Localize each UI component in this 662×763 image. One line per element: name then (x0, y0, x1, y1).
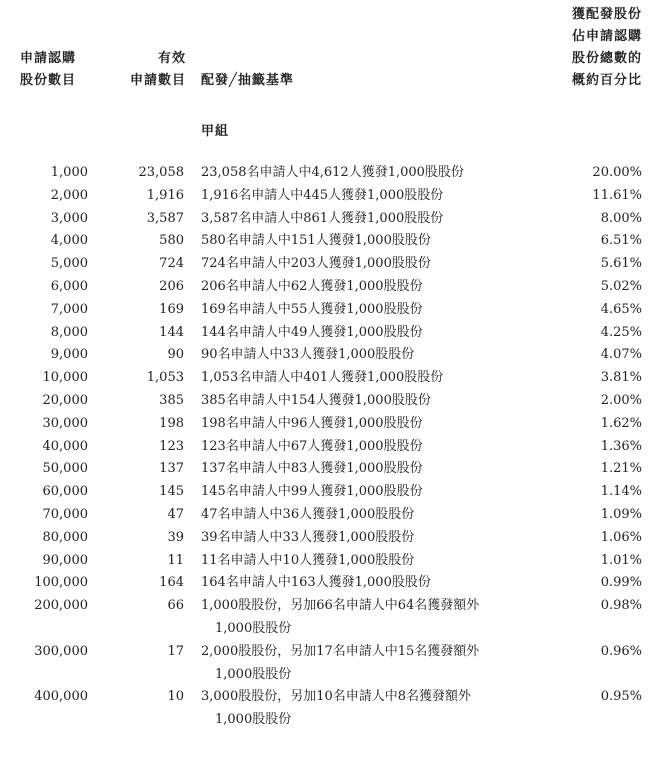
cell-shares-applied: 10,000 (42, 370, 88, 386)
table-row (0, 185, 662, 208)
table-row (0, 367, 662, 390)
table-row (0, 230, 662, 253)
group-title: 甲組 (201, 124, 230, 139)
basis-line1: 169名申請人中55人獲發1,000股股份 (201, 301, 423, 317)
cell-approx-percentage: 4.25% (600, 324, 642, 340)
cell-basis-of-allotment (201, 641, 531, 687)
cell-valid-applications: 90 (167, 347, 184, 363)
table-row (0, 641, 662, 687)
cell-shares-applied: 200,000 (34, 598, 88, 614)
cell-basis-of-allotment (201, 504, 531, 527)
cell-valid-applications: 144 (159, 324, 184, 340)
basis-line2: 1,000股股份 (215, 620, 292, 636)
cell-valid-applications: 23,058 (138, 165, 184, 180)
cell-basis-of-allotment (201, 344, 531, 367)
cell-approx-percentage: 6.51% (600, 233, 642, 249)
cell-approx-percentage: 1.36% (600, 438, 642, 454)
table-row (0, 481, 662, 504)
cell-shares-applied: 100,000 (34, 575, 88, 591)
basis-line1: 164名申請人中163人獲發1,000股股份 (201, 575, 431, 591)
header-shares-applied-line1: 申請認購 (20, 51, 77, 66)
cell-shares-applied: 1,000 (50, 165, 88, 180)
header-valid-applications-line2: 申請數目 (129, 73, 186, 88)
cell-basis-of-allotment (201, 185, 531, 208)
basis-line1: 3,587名申請人中861人獲發1,000股股份 (201, 210, 444, 226)
cell-basis-of-allotment (201, 527, 531, 550)
cell-approx-percentage: 1.09% (600, 506, 642, 522)
cell-basis-of-allotment (201, 436, 531, 459)
cell-valid-applications: 206 (159, 278, 184, 294)
basis-line1: 145名申請人中99人獲發1,000股股份 (201, 484, 423, 500)
cell-shares-applied: 7,000 (50, 301, 88, 317)
basis-line1: 90名申請人中33人獲發1,000股股份 (201, 347, 415, 363)
basis-line1: 1,053名申請人中401人獲發1,000股股份 (201, 370, 444, 386)
cell-basis-of-allotment (201, 322, 531, 345)
cell-approx-percentage: 2.00% (600, 392, 642, 408)
cell-basis-of-allotment (201, 208, 531, 231)
basis-line1: 198名申請人中96人獲發1,000股股份 (201, 415, 423, 431)
table-row (0, 276, 662, 299)
basis-line1: 144名申請人中49人獲發1,000股股份 (201, 324, 423, 340)
basis-line1: 11名申請人中10人獲發1,000股股份 (201, 552, 415, 568)
cell-approx-percentage: 0.95% (600, 689, 642, 705)
table-row (0, 595, 662, 641)
cell-basis-of-allotment (201, 595, 531, 641)
table-row (0, 413, 662, 436)
basis-line1: 47名申請人中36人獲發1,000股股份 (201, 506, 415, 522)
header-basis-of-allotment: 配發╱抽籤基準 (201, 73, 294, 88)
cell-approx-percentage: 20.00% (592, 165, 642, 180)
cell-basis-of-allotment (201, 686, 531, 732)
cell-basis-of-allotment (201, 253, 531, 276)
cell-shares-applied: 8,000 (50, 324, 88, 340)
header-valid-applications-line1: 有效 (157, 51, 186, 66)
cell-valid-applications: 66 (167, 598, 184, 614)
cell-valid-applications: 164 (159, 575, 184, 591)
cell-valid-applications: 10 (167, 689, 184, 705)
table-row (0, 686, 662, 732)
cell-approx-percentage: 3.81% (600, 370, 642, 386)
cell-valid-applications: 11 (167, 552, 184, 568)
cell-approx-percentage: 11.61% (592, 187, 642, 203)
basis-line1: 206名申請人中62人獲發1,000股股份 (201, 278, 423, 294)
cell-valid-applications: 145 (159, 484, 184, 500)
basis-line1: 3,000股股份，另加10名申請人中8名獲發額外 (201, 689, 472, 705)
cell-shares-applied: 6,000 (50, 278, 88, 294)
basis-line1: 39名申請人中33人獲發1,000股股份 (201, 529, 415, 545)
table-row (0, 162, 662, 185)
table-row (0, 253, 662, 276)
cell-shares-applied: 50,000 (42, 461, 88, 477)
cell-approx-percentage: 0.98% (600, 598, 642, 614)
cell-basis-of-allotment (201, 458, 531, 481)
table-row (0, 322, 662, 345)
cell-shares-applied: 4,000 (50, 233, 88, 249)
cell-approx-percentage: 0.96% (600, 643, 642, 659)
table-row (0, 572, 662, 595)
cell-approx-percentage: 5.61% (600, 256, 642, 272)
basis-line1: 123名申請人中67人獲發1,000股股份 (201, 438, 423, 454)
cell-shares-applied: 30,000 (42, 415, 88, 431)
cell-approx-percentage: 1.21% (600, 461, 642, 477)
header-shares-applied (20, 48, 100, 92)
basis-line1: 137名申請人中83人獲發1,000股股份 (201, 461, 423, 477)
basis-line2: 1,000股股份 (215, 712, 292, 728)
cell-shares-applied: 2,000 (50, 187, 88, 203)
header-approx-percentage-line1: 獲配發股份 (571, 7, 642, 22)
cell-shares-applied: 3,000 (50, 210, 88, 226)
cell-approx-percentage: 4.65% (600, 301, 642, 317)
cell-basis-of-allotment (201, 572, 531, 595)
basis-line1: 1,000股股份，另加66名申請人中64名獲發額外 (201, 598, 480, 614)
cell-approx-percentage: 1.14% (600, 484, 642, 500)
basis-line1: 580名申請人中151人獲發1,000股股份 (201, 233, 431, 249)
table-row (0, 344, 662, 367)
header-valid-applications (100, 48, 186, 92)
header-approx-percentage-line4: 概約百分比 (571, 73, 642, 88)
cell-basis-of-allotment (201, 299, 531, 322)
cell-valid-applications: 39 (167, 529, 184, 545)
cell-valid-applications: 169 (159, 301, 184, 317)
cell-valid-applications: 17 (167, 643, 184, 659)
cell-basis-of-allotment (201, 162, 531, 185)
table-row (0, 299, 662, 322)
cell-valid-applications: 137 (159, 461, 184, 477)
cell-approx-percentage: 4.07% (600, 347, 642, 363)
cell-basis-of-allotment (201, 550, 531, 573)
cell-shares-applied: 40,000 (42, 438, 88, 454)
cell-basis-of-allotment (201, 230, 531, 253)
basis-line1: 23,058名申請人中4,612人獲發1,000股股份 (201, 165, 464, 180)
cell-approx-percentage: 1.01% (600, 552, 642, 568)
cell-valid-applications: 724 (159, 256, 184, 272)
cell-valid-applications: 1,916 (146, 187, 184, 203)
cell-shares-applied: 60,000 (42, 484, 88, 500)
cell-valid-applications: 385 (159, 392, 184, 408)
cell-shares-applied: 5,000 (50, 256, 88, 272)
cell-basis-of-allotment (201, 481, 531, 504)
cell-approx-percentage: 8.00% (600, 210, 642, 226)
cell-basis-of-allotment (201, 276, 531, 299)
header-approx-percentage-line3: 股份總數的 (571, 51, 642, 66)
table-row (0, 390, 662, 413)
cell-approx-percentage: 1.62% (600, 415, 642, 431)
cell-valid-applications: 1,053 (146, 370, 184, 386)
table-row (0, 504, 662, 527)
basis-line1: 2,000股股份，另加17名申請人中15名獲發額外 (201, 643, 480, 659)
cell-valid-applications: 47 (167, 506, 184, 522)
cell-shares-applied: 400,000 (34, 689, 88, 705)
table-row (0, 550, 662, 573)
cell-shares-applied: 90,000 (42, 552, 88, 568)
table-row (0, 458, 662, 481)
cell-valid-applications: 3,587 (146, 210, 184, 226)
cell-valid-applications: 580 (159, 233, 184, 249)
cell-shares-applied: 300,000 (34, 643, 88, 659)
cell-valid-applications: 123 (159, 438, 184, 454)
cell-shares-applied: 80,000 (42, 529, 88, 545)
cell-valid-applications: 198 (159, 415, 184, 431)
table-row (0, 208, 662, 231)
basis-line1: 1,916名申請人中445人獲發1,000股股份 (201, 187, 444, 203)
allotment-table (0, 162, 662, 732)
cell-approx-percentage: 5.02% (600, 278, 642, 294)
cell-approx-percentage: 1.06% (600, 529, 642, 545)
cell-shares-applied: 9,000 (50, 347, 88, 363)
cell-basis-of-allotment (201, 367, 531, 390)
basis-line1: 724名申請人中203人獲發1,000股股份 (201, 256, 431, 272)
cell-basis-of-allotment (201, 390, 531, 413)
table-row (0, 527, 662, 550)
cell-shares-applied: 20,000 (42, 392, 88, 408)
header-approx-percentage-line2: 佔申請認購 (571, 29, 642, 44)
header-shares-applied-line2: 股份數目 (20, 73, 77, 88)
basis-line1: 385名申請人中154人獲發1,000股股份 (201, 392, 431, 408)
header-approx-percentage (520, 4, 642, 92)
cell-approx-percentage: 0.99% (600, 575, 642, 591)
cell-shares-applied: 70,000 (42, 506, 88, 522)
table-row (0, 436, 662, 459)
cell-basis-of-allotment (201, 413, 531, 436)
basis-line2: 1,000股股份 (215, 666, 292, 682)
